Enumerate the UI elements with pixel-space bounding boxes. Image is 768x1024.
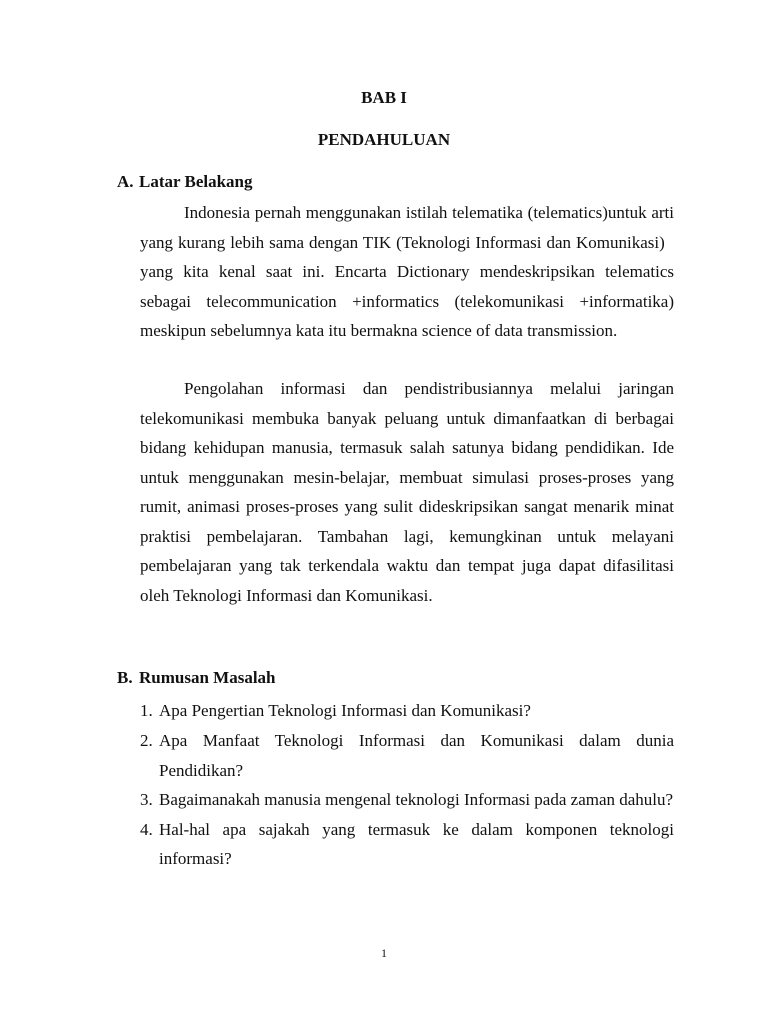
list-item-text: Hal-hal apa sajakah yang termasuk ke dalam komponen teknologi informasi? — [159, 819, 674, 868]
chapter-heading: BAB I — [361, 88, 407, 107]
section-a-label: A. — [117, 172, 134, 191]
list-item-number: 4. — [140, 819, 153, 839]
list-item — [140, 815, 674, 874]
chapter-title: PENDAHULUAN — [317, 130, 451, 149]
paragraph-text: Pengolahan informasi dan pendistribusiannya melalui jaringan telekomunikasi membuka banyak peluang untuk dimanfaatkan di berbagai bidang kehidupan manusia, termasuk salah satunya bidang pendidikan. Ide untuk menggunakan mesin-belajar, membuat simulasi proses-proses yang rumit, animasi proses-proses yang sulit dideskripsikan sangat menarik minat praktisi pembelajaran. Tambahan lagi, kemungkinan untuk melayani pembelajaran yang tak terkendala waktu dan tempat juga dapat difasilitasi oleh Teknologi Informasi dan Komunikasi. — [140, 379, 674, 605]
list-item — [140, 696, 674, 726]
list-item-number: 3. — [140, 790, 153, 809]
question-list — [140, 696, 674, 874]
section-b-heading — [117, 668, 276, 688]
list-item-text: Apa Manfaat Teknologi Informasi dan Komunikasi dalam dunia Pendidikan? — [159, 731, 674, 780]
section-b-title: Rumusan Masalah — [139, 668, 276, 687]
list-item — [140, 726, 674, 785]
list-item-number: 1. — [140, 701, 153, 720]
paragraph-latar-belakang-1 — [140, 198, 674, 346]
list-item-number: 2. — [140, 731, 153, 750]
list-item-text: Bagaimanakah manusia mengenal teknologi Informasi pada zaman dahulu? — [159, 790, 674, 809]
paragraph-text: Indonesia pernah menggunakan istilah telematika (telematics)untuk arti yang kurang lebih sama dengan TIK (Teknologi Informasi dan Komunikasi) yang kita kenal saat ini. Encarta Dictionary mendeskripsikan telematics sebagai telecommunication +informatics (telekomunikasi +informatika) meskipun sebelumnya kata itu bermakna science of data transmission. — [140, 203, 674, 340]
section-a-title: Latar Belakang — [139, 172, 253, 191]
page-number: 1 — [381, 946, 387, 960]
list-item — [140, 785, 674, 815]
paragraph-latar-belakang-2 — [140, 374, 674, 610]
section-b-label: B. — [117, 668, 133, 687]
list-item-text: Apa Pengertian Teknologi Informasi dan Komunikasi? — [159, 701, 531, 720]
section-a-heading — [117, 172, 253, 192]
